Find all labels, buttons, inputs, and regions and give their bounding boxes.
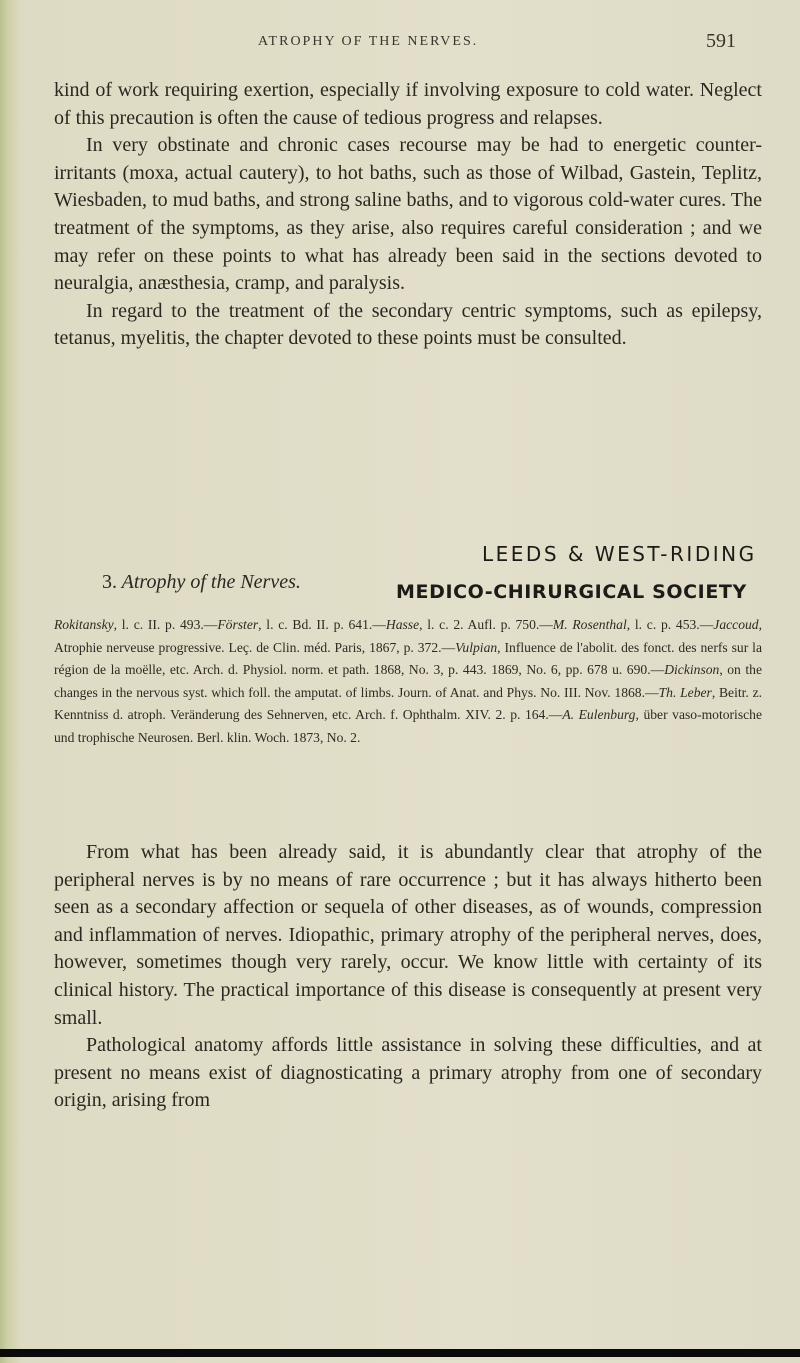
reference-author: M. Rosenthal (552, 617, 627, 632)
reference-author: Rokitansky (54, 617, 114, 632)
reference-citation: , Beitr. z. Kenntniss d. atroph. Veränderung des Sehnerven, etc. Arch. f. Ophthalm. XIV. 2. p. 164.— (54, 684, 763, 723)
reference-citation: , Atrophie nerveuse progressive. Leç. de Clin. méd. Paris, 1867, p. 372.— (54, 617, 762, 655)
reference-citation: , l. c. Bd. II. p. 641.— (258, 617, 386, 632)
reference-author: Vulpian (455, 639, 498, 655)
paragraph: Pathological anatomy affords little assistance in solving these difficulties, and at present no means exist of diagnosticating a primary atrophy from one of secondary origin, arising from (54, 1034, 762, 1112)
running-title: ATROPHY OF THE NERVES. (258, 34, 479, 49)
references-list (54, 614, 762, 750)
section-title: Atrophy of the Nerves. (121, 571, 301, 593)
reference-author: A. Eulenburg (562, 707, 636, 723)
paragraph: In very obstinate and chronic cases recourse may be had to energetic counter-irritants (moxa, actual cautery), to hot baths, such as those of Wilbad, Gastein, Teplitz, Wiesbaden, to mud baths, and strong saline baths, and to vigorous cold-water cures. The treatment of the symptoms, as they arise, also requires careful consideration ; and we may refer on these points to what has already been said in the sections devoted to neuralgia, anæsthesia, cramp, and paralysis. (54, 134, 762, 295)
reference-citation: , l. c. p. 453.— (626, 617, 714, 632)
scan-edge-bar (0, 1349, 800, 1357)
reference-author: Jaccoud (713, 617, 759, 632)
bottom-text-block (54, 839, 762, 1115)
paragraph: kind of work requiring exertion, especially if involving exposure to cold water. Neglect of this precaution is often the cause of tedious progress and relapses. (54, 79, 762, 129)
reference-author: Th. Leber (658, 684, 712, 700)
reference-author: Dickinson (664, 662, 720, 678)
page-number: 591 (706, 30, 736, 52)
reference-citation: , l. c. II. p. 493.— (113, 617, 218, 632)
section-heading (102, 571, 301, 594)
reference-citation: , l. c. 2. Aufl. p. 750.— (419, 617, 553, 632)
reference-author: Förster (217, 617, 259, 632)
reference-citation: , on the changes in the nervous syst. which foll. the amputat. of limbs. Journ. of Anat. and Phys. No. III. Nov. 1868.— (54, 662, 762, 700)
reference-author: Hasse (385, 617, 420, 632)
paragraph: In regard to the treatment of the secondary centric symptoms, such as epilepsy, tetanus, myelitis, the chapter devoted to these points must be consulted. (54, 299, 762, 350)
library-stamp-line1: LEEDS & WEST-RIDING (482, 542, 757, 566)
library-stamp-line2: MEDICO-CHIRURGICAL SOCIETY (396, 581, 747, 603)
reference-citation: , Influence de l'abolit. des fonct. des nerfs sur la région de la moëlle, etc. Arch. d. Physiol. norm. et path. 1868, No. 3, p. 443. 1869, No. 6, pp. 678 u. 690.— (54, 639, 762, 678)
paragraph: From what has been already said, it is abundantly clear that atrophy of the peripheral nerves is by no means of rare occurrence ; but it has always hitherto been seen as a secondary affection or sequela of other diseases, as of wounds, compression and inflammation of nerves. Idiopathic, primary atrophy of the peripheral nerves, does, however, sometimes though very rarely, occur. We know little with certainty of its clinical history. The practical importance of this disease is consequently at present very small. (54, 841, 762, 1029)
section-number: 3. (102, 571, 117, 593)
reference-citation: , über vaso-motorische und trophische Neurosen. Berl. klin. Woch. 1873, No. 2. (54, 707, 762, 745)
top-text-block (54, 77, 762, 353)
